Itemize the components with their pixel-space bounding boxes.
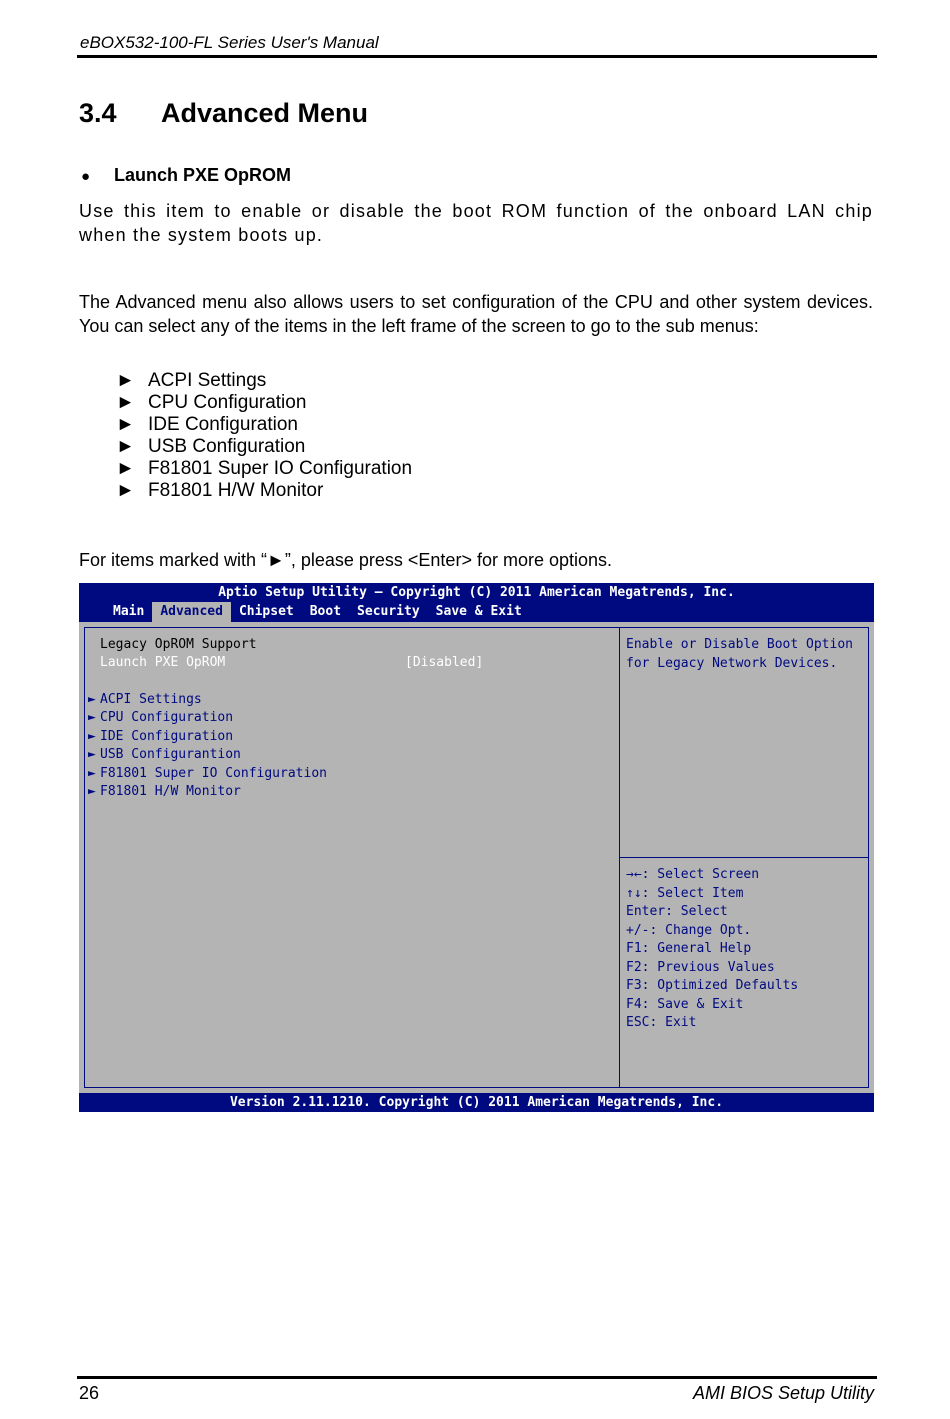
submenu-arrow-icon: ► (88, 710, 96, 725)
bullet-item (81, 165, 291, 186)
submenu-label: F81801 H/W Monitor (100, 784, 241, 799)
page-number: 26 (79, 1383, 100, 1403)
bios-screenshot (79, 583, 874, 1112)
launch-pxe-option[interactable]: Launch PXE OpROM (100, 655, 226, 670)
submenu-super-io-configuration[interactable] (88, 765, 327, 783)
key-legend-item: ESC: Exit (626, 1015, 697, 1030)
list-item-label: ACPI Settings (148, 370, 267, 391)
section-title: Advanced Menu (161, 98, 369, 128)
legacy-oprom-label: Legacy OpROM Support (100, 637, 257, 652)
submenu-label: CPU Configuration (100, 710, 234, 725)
bullet-dot: ● (81, 168, 91, 185)
submenu-label: IDE Configuration (100, 729, 234, 744)
running-footer: AMI BIOS Setup Utility (692, 1383, 874, 1403)
key-legend (626, 866, 798, 1033)
key-legend-item: Enter: Select (626, 904, 728, 919)
tab-boot[interactable]: Boot (309, 604, 342, 619)
list-item (116, 436, 412, 458)
submenu-ide-configuration[interactable] (88, 728, 233, 746)
help-text: Enable or Disable Boot Option for Legacy Network Devices. (626, 637, 853, 671)
bios-help-pane (619, 627, 869, 1088)
tab-chipset[interactable]: Chipset (238, 604, 294, 619)
advanced-description: The Advanced menu also allows users to set configuration of the CPU and other system devices. You can select any of the items in the left frame of the screen to go to the sub menus: (79, 292, 873, 336)
key-legend-item: F2: Previous Values (626, 959, 775, 975)
bios-title: Aptio Setup Utility – Copyright (C) 2011 American Megatrends, Inc. (218, 585, 735, 600)
key-legend-item: +/-: Change Opt. (626, 922, 752, 938)
bios-version: Version 2.11.1210. Copyright (C) 2011 American Megatrends, Inc. (229, 1095, 724, 1110)
submenu-cpu-configuration[interactable] (88, 709, 233, 727)
submenu-arrow-icon: ► (88, 692, 96, 707)
running-header: eBOX532-100-FL Series User's Manual (80, 33, 379, 52)
submenu-hw-monitor[interactable] (88, 783, 241, 801)
submenu-label: USB Configurantion (100, 747, 241, 762)
bios-title-bar (79, 583, 874, 622)
submenu-label: ACPI Settings (100, 692, 202, 707)
list-item (116, 480, 412, 502)
tab-advanced[interactable]: Advanced (152, 602, 231, 622)
list-item-label: F81801 H/W Monitor (148, 480, 324, 501)
list-item-label: CPU Configuration (148, 392, 307, 413)
arrow-icon: ► (116, 414, 135, 435)
submenu-usb-configuration[interactable] (88, 746, 241, 764)
arrow-icon: ► (116, 436, 135, 457)
section-heading (79, 98, 368, 129)
footer-rule (77, 1376, 877, 1379)
help-divider (620, 857, 868, 858)
pxe-description: Use this item to enable or disable the boot ROM function of the onboard LAN chip when the system boots up. (79, 201, 873, 245)
key-legend-item: →←: Select Screen (626, 867, 760, 882)
list-item (116, 370, 412, 392)
tab-save-exit[interactable]: Save & Exit (435, 604, 522, 619)
tab-main[interactable]: Main (113, 604, 145, 619)
list-item-label: F81801 Super IO Configuration (148, 458, 413, 479)
list-item-label: IDE Configuration (148, 414, 298, 435)
arrow-icon: ► (116, 458, 135, 479)
bios-tab-bar (105, 602, 530, 622)
key-legend-item: F3: Optimized Defaults (626, 978, 799, 993)
launch-pxe-value[interactable]: [Disabled] (405, 655, 484, 670)
bios-settings-pane (84, 627, 620, 1088)
header-rule (77, 55, 877, 58)
submenu-acpi-settings[interactable] (88, 691, 202, 709)
key-legend-item: ↑↓: Select Item (626, 885, 744, 901)
submenu-arrow-icon: ► (88, 766, 96, 781)
bullet-title: Launch PXE OpROM (114, 165, 292, 185)
arrow-icon: ► (116, 392, 135, 413)
tab-security[interactable]: Security (357, 604, 420, 619)
list-item (116, 414, 412, 436)
enter-note: For items marked with “►”, please press <Enter> for more options. (79, 550, 613, 570)
key-legend-item: F1: General Help (626, 941, 752, 956)
submenu-arrow-icon: ► (88, 747, 96, 762)
submenu-arrow-icon: ► (88, 784, 96, 799)
bios-version-bar (79, 1093, 874, 1112)
submenu-list (116, 370, 412, 502)
section-number: 3.4 (79, 98, 117, 128)
list-item (116, 458, 412, 480)
submenu-arrow-icon: ► (88, 729, 96, 744)
list-item-label: USB Configuration (148, 436, 306, 457)
list-item (116, 392, 412, 414)
arrow-icon: ► (116, 370, 135, 391)
key-legend-item: F4: Save & Exit (626, 996, 744, 1012)
submenu-label: F81801 Super IO Configuration (100, 766, 327, 781)
arrow-icon: ► (116, 480, 135, 501)
